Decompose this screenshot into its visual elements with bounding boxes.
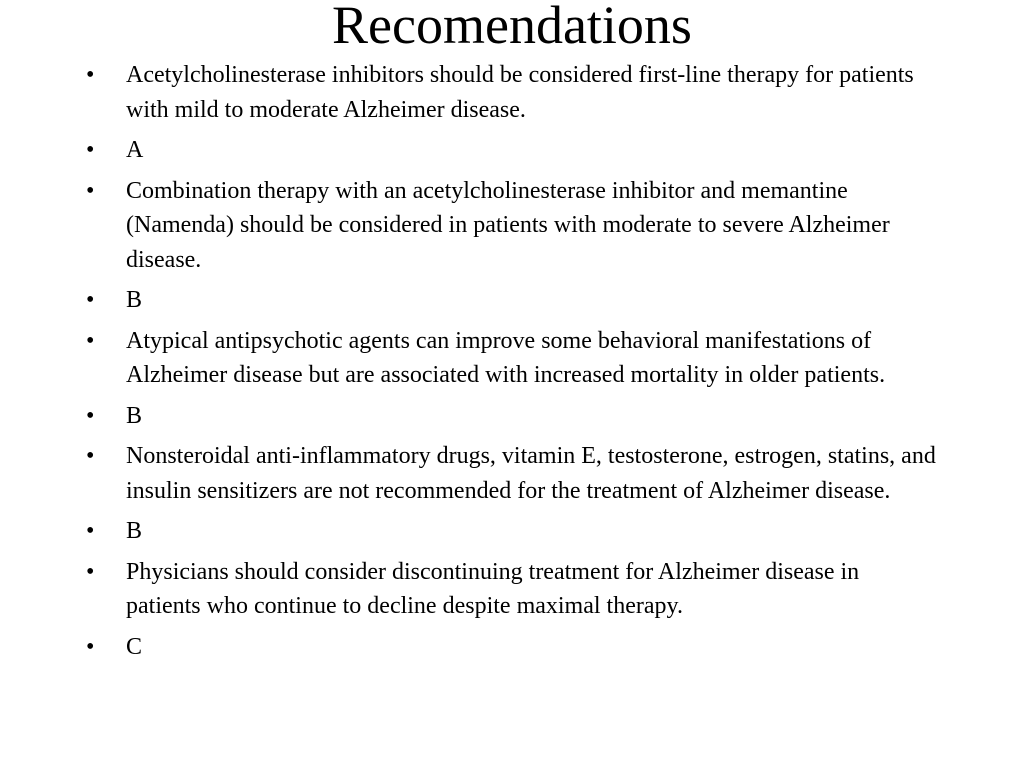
bullet-icon: • bbox=[86, 287, 95, 313]
list-item bbox=[86, 324, 938, 393]
list-item bbox=[86, 283, 938, 318]
list-item bbox=[86, 514, 938, 549]
evidence-grade: B bbox=[126, 402, 143, 429]
recommendation-text: Acetylcholinesterase inhibitors should be considered first-line therapy for patients with mild to moderate Alzheimer disease. bbox=[126, 62, 914, 123]
list-item bbox=[86, 439, 938, 508]
list-item bbox=[86, 133, 938, 168]
list-item bbox=[86, 630, 938, 665]
recommendations-list bbox=[86, 58, 938, 670]
evidence-grade: B bbox=[126, 518, 143, 544]
list-item bbox=[86, 399, 938, 434]
slide-title: Recomendations bbox=[332, 0, 692, 55]
recommendation-text: Nonsteroidal anti-inflammatory drugs, vitamin E, testosterone, estrogen, statins, and insulin sensitizers are not recommended for the treatment of Alzheimer disease. bbox=[126, 443, 936, 504]
bullet-icon: • bbox=[86, 177, 95, 204]
bullet-icon: • bbox=[86, 518, 95, 544]
bullet-icon: • bbox=[86, 327, 95, 354]
list-item bbox=[86, 58, 938, 127]
bullet-icon: • bbox=[86, 62, 95, 88]
bullet-icon: • bbox=[86, 137, 95, 163]
bullet-icon: • bbox=[86, 633, 95, 660]
recommendation-text: Physicians should consider discontinuing treatment for Alzheimer disease in patients who continue to decline despite maximal therapy. bbox=[126, 558, 860, 619]
bullet-icon: • bbox=[86, 558, 95, 585]
bullet-icon: • bbox=[86, 443, 95, 469]
evidence-grade: C bbox=[126, 633, 143, 660]
list-item bbox=[86, 555, 938, 624]
recommendation-text: Atypical antipsychotic agents can improve some behavioral manifestations of Alzheimer disease but are associated with increased mortality in older patients. bbox=[126, 327, 886, 388]
bullet-icon: • bbox=[86, 402, 95, 429]
recommendation-text: Combination therapy with an acetylcholinesterase inhibitor and memantine (Namenda) should be considered in patients with moderate to severe Alzheimer disease. bbox=[126, 177, 890, 273]
evidence-grade: B bbox=[126, 287, 143, 313]
list-item bbox=[86, 174, 938, 278]
evidence-grade: A bbox=[126, 137, 144, 163]
